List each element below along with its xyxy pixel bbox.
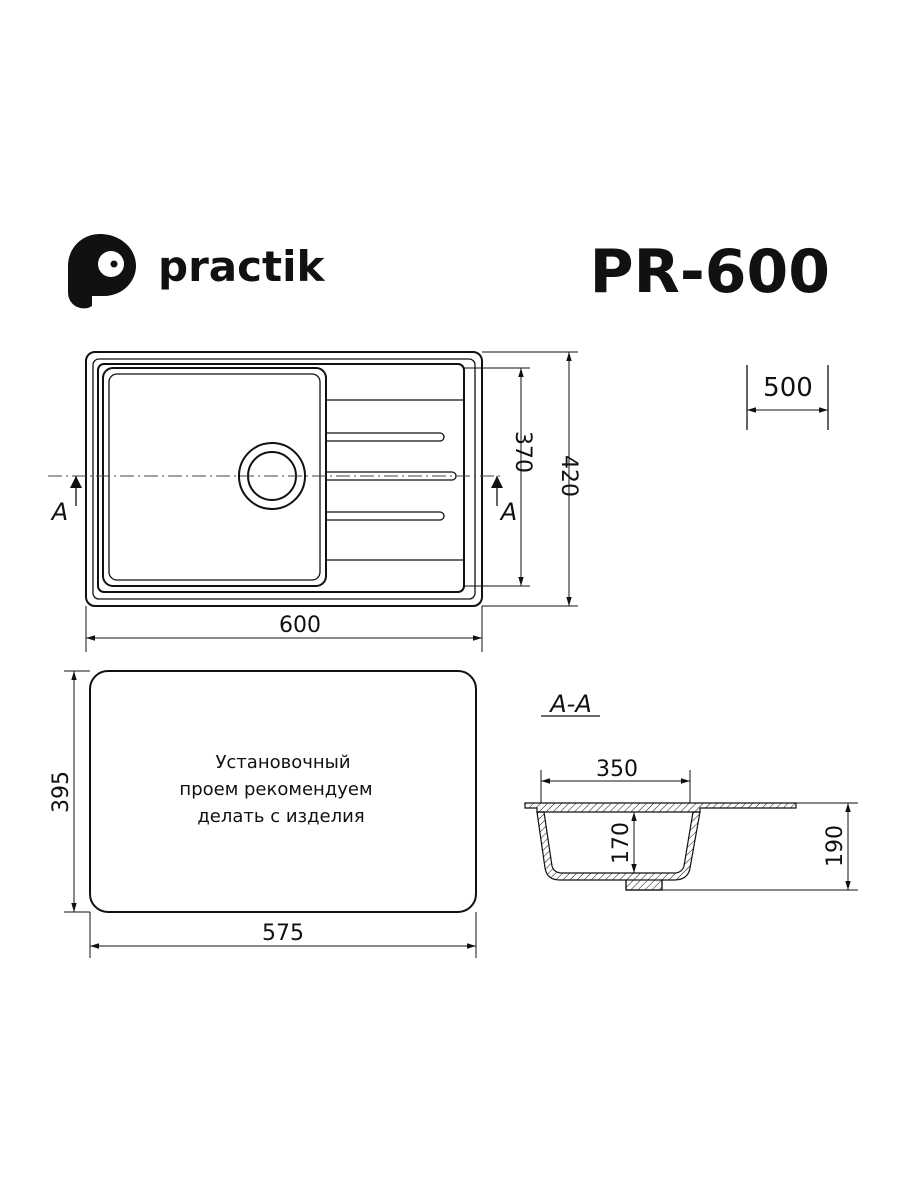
svg-text:395: 395 bbox=[49, 771, 74, 813]
dimension-width bbox=[86, 606, 482, 652]
svg-text:170: 170 bbox=[609, 822, 634, 864]
bowl-outline bbox=[103, 368, 326, 586]
svg-text:A: A bbox=[51, 498, 69, 526]
svg-text:575: 575 bbox=[262, 921, 304, 946]
drainer-groove bbox=[326, 512, 444, 520]
cutout-view bbox=[49, 671, 476, 958]
bowl-inner bbox=[109, 374, 320, 580]
section-marker-right bbox=[491, 476, 517, 526]
section-title: A-A bbox=[550, 690, 592, 718]
svg-text:600: 600 bbox=[279, 613, 321, 638]
dimension-cutout-width bbox=[90, 912, 476, 958]
svg-text:A: A bbox=[500, 498, 518, 526]
cutout-note-line: Установочный bbox=[215, 752, 351, 773]
cabinet-label: 500 bbox=[763, 373, 813, 403]
svg-text:420: 420 bbox=[556, 455, 581, 497]
practik-logo bbox=[68, 234, 325, 308]
section-marker-left bbox=[50, 476, 82, 526]
svg-text:370: 370 bbox=[510, 431, 535, 473]
model-title: PR-600 bbox=[589, 237, 830, 307]
cutout-note-line: делать с изделия bbox=[197, 806, 365, 827]
svg-text:190: 190 bbox=[823, 825, 848, 867]
cutout-note-line: проем рекомендуем bbox=[179, 779, 373, 800]
drainer-groove bbox=[326, 433, 444, 441]
sink-rim bbox=[93, 359, 475, 599]
svg-text:350: 350 bbox=[596, 757, 638, 782]
sink-inner-edge bbox=[98, 364, 464, 592]
rim-profile bbox=[525, 803, 796, 812]
dimension-bowl-width bbox=[541, 757, 690, 803]
section-view bbox=[525, 690, 858, 890]
dimension-cutout-height bbox=[49, 671, 90, 912]
cabinet-size bbox=[747, 365, 828, 430]
dimension-bowl-section-depth bbox=[609, 812, 634, 873]
brand-name: practik bbox=[158, 242, 325, 291]
top-view bbox=[48, 352, 581, 652]
sink-outline bbox=[86, 352, 482, 606]
